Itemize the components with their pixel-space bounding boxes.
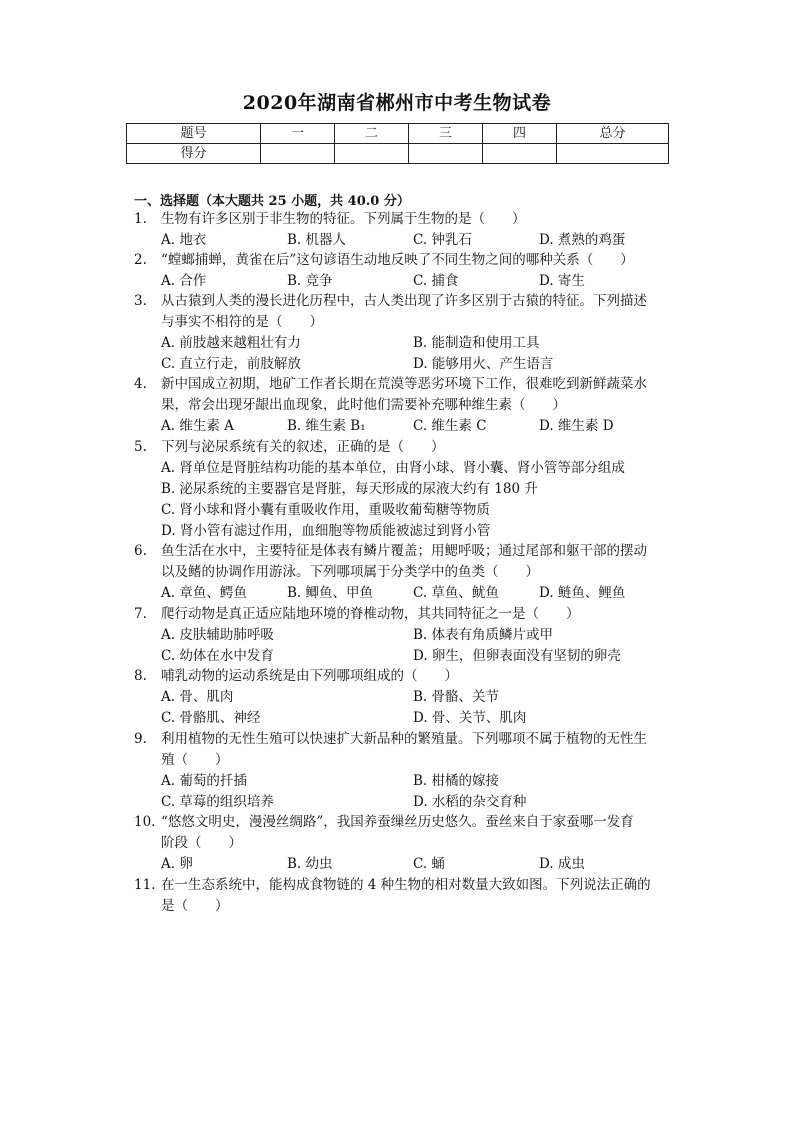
question-9 (134, 729, 674, 813)
option-d: D. 水稻的杂交育种 (413, 794, 527, 810)
score-header-cell: 一 (261, 124, 335, 144)
question-stem: 以及鳍的协调作用游泳。下列哪项属于分类学中的鱼类（ ） (161, 564, 539, 580)
section-heading: 一、选择题（本大题共 25 小题，共 40.0 分） (134, 194, 410, 209)
question-number: 2. (134, 252, 147, 268)
option-c: C. 肾小球和肾小囊有重吸收作用，重吸收葡萄糖等物质 (161, 502, 490, 518)
option-d: D. 煮熟的鸡蛋 (539, 232, 626, 248)
option-d: D. 寄生 (539, 273, 585, 289)
question-number: 3. (134, 293, 147, 309)
option-c: C. 维生素 C (413, 418, 487, 434)
question-stem: “螳螂捕蝉，黄雀在后”这句谚语生动地反映了不同生物之间的哪种关系（ ） (161, 252, 634, 268)
question-stem: 新中国成立初期，地矿工作者长期在荒漠等恶劣环境下工作，很难吃到新鲜蔬菜水 (161, 376, 647, 392)
question-stem: 爬行动物是真正适应陆地环境的脊椎动物，其共同特征之一是（ ） (161, 606, 580, 622)
question-11 (134, 875, 674, 917)
option-d: D. 卵生，但卵表面没有坚韧的卵壳 (413, 648, 621, 664)
question-number: 11. (134, 877, 156, 893)
option-c: C. 捕食 (413, 273, 459, 289)
option-b: B. 体表有角质鳞片或甲 (413, 627, 554, 643)
question-8 (134, 666, 674, 729)
option-d: D. 维生素 D (539, 418, 614, 434)
score-table-score-row (127, 144, 669, 164)
option-c: C. 草莓的组织培养 (161, 794, 274, 810)
question-stem: 是（ ） (161, 898, 229, 914)
question-stem: 殖（ ） (161, 752, 229, 768)
option-a: A. 皮肤辅助肺呼吸 (161, 627, 274, 643)
option-a: A. 葡萄的扦插 (161, 773, 247, 789)
option-a: A. 章鱼、鳄鱼 (161, 585, 247, 601)
option-a: A. 肾单位是肾脏结构功能的基本单位，由肾小球、肾小囊、肾小管等部分组成 (161, 460, 625, 476)
question-1 (134, 209, 674, 251)
option-d: D. 骨、关节、肌肉 (413, 710, 527, 726)
score-table (126, 123, 669, 164)
option-b: B. 柑橘的嫁接 (413, 773, 500, 789)
question-number: 1. (134, 211, 147, 227)
score-cell (335, 144, 409, 164)
question-stem: 生物有许多区别于非生物的特征。下列属于生物的是（ ） (161, 211, 526, 227)
option-d: D. 鲢鱼、鲤鱼 (539, 585, 626, 601)
option-d: D. 成虫 (539, 856, 585, 872)
question-3 (134, 291, 674, 375)
option-d: D. 能够用火、产生语言 (413, 356, 554, 372)
question-stem: 下列与泌尿系统有关的叙述，正确的是（ ） (161, 439, 445, 455)
score-header-cell: 四 (483, 124, 557, 144)
question-stem: 从古猿到人类的漫长进化历程中，古人类出现了许多区别于古猿的特征。下列描述 (161, 293, 647, 309)
option-c: C. 草鱼、鱿鱼 (413, 585, 499, 601)
score-header-cell: 三 (409, 124, 483, 144)
option-b: B. 鲫鱼、甲鱼 (287, 585, 374, 601)
question-stem: 与事实不相符的是（ ） (161, 314, 323, 330)
question-stem: 阶段（ ） (161, 835, 242, 851)
question-number: 6. (134, 543, 147, 559)
question-4 (134, 374, 674, 437)
option-b: B. 泌尿系统的主要器官是肾脏，每天形成的尿液大约有 180 升 (161, 481, 538, 497)
option-b: B. 竞争 (287, 273, 333, 289)
score-header-cell: 总分 (557, 124, 669, 144)
question-number: 10. (134, 814, 156, 830)
question-number: 5. (134, 439, 147, 455)
option-b: B. 维生素 B₁ (287, 418, 366, 434)
question-number: 4. (134, 376, 147, 392)
question-number: 8. (134, 668, 147, 684)
option-c: C. 直立行走，前肢解放 (161, 356, 301, 372)
option-a: A. 前肢越来越粗壮有力 (161, 335, 301, 351)
question-stem: “悠悠文明史，漫漫丝绸路”，我国养蚕缫丝历史悠久。蚕丝来自于家蚕哪一发育 (161, 814, 634, 830)
option-b: B. 机器人 (287, 232, 347, 248)
question-stem: 哺乳动物的运动系统是由下列哪项组成的（ ） (161, 668, 458, 684)
score-cell (557, 144, 669, 164)
score-cell (261, 144, 335, 164)
exam-title: 2020年湖南省郴州市中考生物试卷 (242, 92, 552, 114)
question-stem: 在一生态系统中，能构成食物链的 4 种生物的相对数量大致如图。下列说法正确的 (161, 877, 651, 893)
option-c: C. 钟乳石 (413, 232, 472, 248)
question-2 (134, 250, 674, 292)
question-10 (134, 812, 674, 875)
option-a: A. 地衣 (161, 232, 207, 248)
option-b: B. 幼虫 (287, 856, 333, 872)
question-6 (134, 541, 674, 604)
option-c: C. 骨骼肌、神经 (161, 710, 261, 726)
option-a: A. 骨、肌肉 (161, 689, 234, 705)
question-stem: 利用植物的无性生殖可以快速扩大新品种的繁殖量。下列哪项不属于植物的无性生 (161, 731, 647, 747)
score-cell (483, 144, 557, 164)
score-table-header-row (127, 124, 669, 144)
option-a: A. 合作 (161, 273, 207, 289)
score-header-cell: 二 (335, 124, 409, 144)
question-7 (134, 604, 674, 667)
option-c: C. 幼体在水中发育 (161, 648, 274, 664)
score-row-label: 得分 (127, 144, 261, 164)
option-c: C. 蛹 (413, 856, 445, 872)
option-b: B. 能制造和使用工具 (413, 335, 540, 351)
option-a: A. 卵 (161, 856, 193, 872)
score-cell (409, 144, 483, 164)
question-5 (134, 437, 674, 542)
question-stem: 鱼生活在水中，主要特征是体表有鳞片覆盖；用鳃呼吸；通过尾部和躯干部的摆动 (161, 543, 647, 559)
option-d: D. 肾小管有滤过作用，血细胞等物质能被滤过到肾小管 (161, 523, 491, 539)
option-a: A. 维生素 A (161, 418, 234, 434)
score-header-cell: 题号 (127, 124, 261, 144)
option-b: B. 骨骼、关节 (413, 689, 500, 705)
question-stem: 果，常会出现牙龈出血现象，此时他们需要补充哪种维生素（ ） (161, 397, 566, 413)
question-number: 9. (134, 731, 147, 747)
question-number: 7. (134, 606, 147, 622)
